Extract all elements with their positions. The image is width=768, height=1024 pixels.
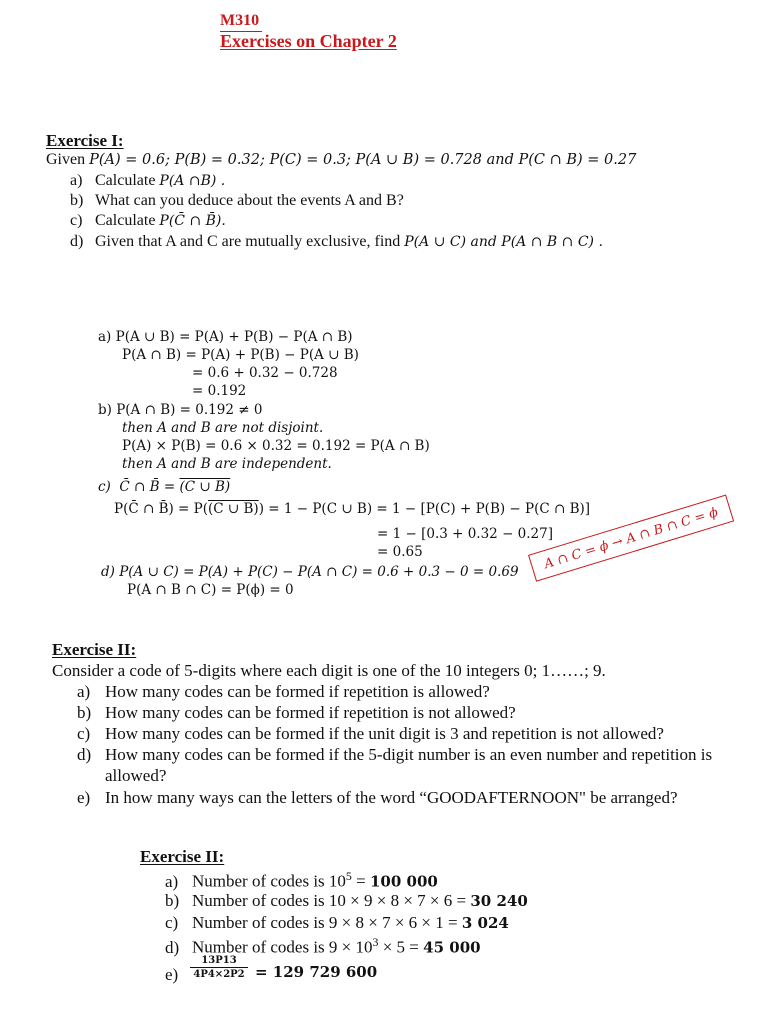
c2-rhs: ) = 1 − P(C ∪ B) = 1 − [P(C) + P(B) − P(C ∩ B)] <box>258 501 591 517</box>
sol2-e-result-line <box>255 962 377 982</box>
question-text: How many codes can be formed if the 5-digit number is an even number and repetition is <box>105 745 713 764</box>
sol2-text: Number of codes is 10 × 9 × 8 × 7 × 6 = <box>192 891 471 910</box>
sol2-text: Number of codes is 10 <box>192 871 346 891</box>
sol1-b-line3: P(A) × P(B) = 0.6 × 0.32 = 0.192 = P(A ∩ B) <box>122 438 430 454</box>
sol1-c-line2 <box>114 501 590 517</box>
question-text: How many codes can be formed if repetition is not allowed? <box>105 703 516 722</box>
question-label: c) <box>70 212 83 229</box>
sol2-result: 30 240 <box>470 892 528 910</box>
sol2-eq: = <box>255 963 273 981</box>
exercise1-heading: Exercise I: <box>46 131 124 150</box>
question-text: What can you deduce about the events A and B? <box>95 192 404 209</box>
question-label: c) <box>77 724 91 743</box>
question-math: P(A ∪ C) and P(A ∩ B ∩ C) . <box>404 234 603 250</box>
sol1-c-line1 <box>98 479 230 495</box>
sol2-label: c) <box>165 913 179 932</box>
question-label: a) <box>77 682 91 701</box>
sol2-text: Number of codes is 9 × 10 <box>192 937 373 957</box>
sol1-a-line4: = 0.192 <box>192 383 247 399</box>
ex2-question-a <box>77 682 490 702</box>
sol1-c-line4: = 0.65 <box>377 544 423 560</box>
question-math: P(A ∩B) . <box>159 173 226 189</box>
boxed-note: A ∩ C = ϕ → A ∩ B ∩ C = ϕ <box>528 494 734 581</box>
sol2-eq: = <box>351 871 370 891</box>
sol2-label: d) <box>165 937 180 957</box>
fraction-denominator: 4P4×2P2 <box>193 969 245 980</box>
c2-lhs: P(C̄ ∩ B̄) = P( <box>114 501 209 517</box>
sol2-text: Number of codes is 9 × 8 × 7 × 6 × 1 = <box>192 913 462 932</box>
ex1-question-a <box>70 172 225 190</box>
sol1-c-line3: = 1 − [0.3 + 0.32 − 0.27] <box>377 526 553 542</box>
sol2-result: 3 024 <box>461 914 509 932</box>
given-prefix: Given <box>46 151 90 168</box>
sol1-a-line1: a) P(A ∪ B) = P(A) + P(B) − P(A ∩ B) <box>98 329 353 345</box>
ex2-question-c <box>77 724 664 744</box>
sol2-sup: 5 <box>345 869 352 883</box>
ex1-question-d <box>70 233 603 251</box>
fraction-numerator: 13P13 <box>201 955 237 966</box>
question-text: How many codes can be formed if the unit digit is 3 and repetition is not allowed? <box>105 724 664 743</box>
question-label: d) <box>70 233 84 250</box>
page-title: Exercises on Chapter 2 <box>220 31 397 51</box>
c2-over: (C ∪ B) <box>208 501 259 517</box>
sol2-e-fraction <box>190 955 248 980</box>
sol1-a-line2: P(A ∩ B) = P(A) + P(B) − P(A ∪ B) <box>122 347 359 363</box>
sol2-e-label: e) <box>165 965 179 984</box>
question-text: Given that A and C are mutually exclusive, find <box>95 233 405 250</box>
ex2-question-d <box>77 745 712 765</box>
sol1-d-line2: P(A ∩ B ∩ C) = P(ϕ) = 0 <box>127 582 294 598</box>
question-text: In how many ways can the letters of the word “GOODAFTERNOON" be arranged? <box>105 788 678 807</box>
c-lhs: C̄ ∩ B̄ = <box>119 479 180 495</box>
question-label: b) <box>70 192 84 209</box>
question-text: Calculate <box>95 212 160 229</box>
c-label: c) <box>98 479 111 495</box>
given-math: P(A) = 0.6; P(B) = 0.32; P(C) = 0.3; P(A ∪ B) = 0.728 and P(C ∩ B) = 0.27 <box>89 152 637 168</box>
exercise2-intro: Consider a code of 5-digits where each digit is one of the 10 integers 0; 1……; 9. <box>52 661 606 680</box>
question-label: d) <box>77 745 92 764</box>
solution2-heading: Exercise II: <box>140 847 225 866</box>
sol2-result: 100 000 <box>369 872 438 891</box>
exercise1-given <box>46 151 636 169</box>
sol1-b-line2: then A and B are not disjoint. <box>122 420 324 436</box>
sol2-sup: 3 <box>372 935 379 949</box>
exercise2-heading: Exercise II: <box>52 640 137 659</box>
ex2-question-b <box>77 703 516 723</box>
ex1-question-b <box>70 192 404 210</box>
ex2-question-d-cont: allowed? <box>105 766 167 785</box>
question-math: P(C̄ ∩ B̄). <box>159 213 226 229</box>
sol2-b <box>165 891 528 911</box>
fraction-bar <box>190 967 248 968</box>
sol2-label: b) <box>165 891 180 910</box>
sol2-a <box>165 869 438 892</box>
c-rhs: (C ∪ B) <box>179 479 231 495</box>
sol2-result: 129 729 600 <box>272 963 378 981</box>
question-text: Calculate <box>95 172 160 189</box>
sol1-d-line1: d) P(A ∪ C) = P(A) + P(C) − P(A ∩ C) = 0.6 + 0.3 − 0 = 0.69 <box>101 564 519 580</box>
question-label: a) <box>70 172 83 189</box>
sol2-label: a) <box>165 871 179 891</box>
sol2-c <box>165 913 509 933</box>
sol1-a-line3: = 0.6 + 0.32 − 0.728 <box>192 365 338 381</box>
question-label: b) <box>77 703 92 722</box>
question-text: How many codes can be formed if repetition is allowed? <box>105 682 490 701</box>
sol2-result: 45 000 <box>423 938 481 957</box>
sol2-tail: × 5 = <box>378 937 424 957</box>
question-label: e) <box>77 788 91 807</box>
ex2-question-e <box>77 788 678 808</box>
course-code: M310 <box>220 12 260 29</box>
ex1-question-c <box>70 212 226 230</box>
sol1-b-line4: then A and B are independent. <box>122 456 332 472</box>
sol1-b-line1: b) P(A ∩ B) = 0.192 ≠ 0 <box>98 402 263 418</box>
